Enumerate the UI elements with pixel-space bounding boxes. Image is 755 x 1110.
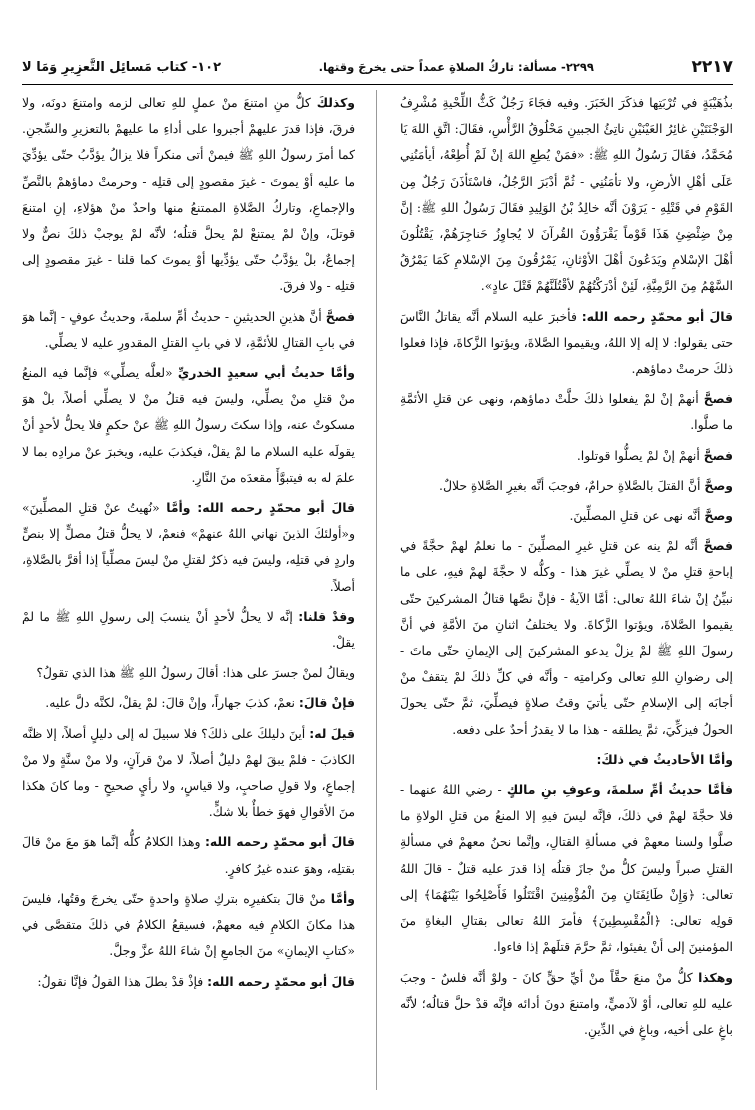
paragraph: فصحَّ أنهمْ إنْ لمْ يصلُّوا قوتلوا.: [576, 447, 733, 463]
paragraph: وأمَّا منْ قالَ بتكفيرِه بتركِ صلاةٍ واحدةٍ حتّى يخرجَ وقتُها، فليسَ هذا مكانَ الكلامِ فيه معهمْ، فسيقعُ الكلامُ في ذلكَ متقصَّى في «كتابِ الإيمانِ» منَ الجامعِ إنْ شاءَ اللهُ عزَّ وجلَّ.: [22, 890, 355, 959]
header-issue-title: ٢٢٩٩- مسألة: تاركُ الصلاةِ عمداً حتى يخرجَ وقتها.: [318, 60, 594, 74]
paragraph: ويقالُ لمنْ جسرَ على هذا: أقالَ رسولُ اللهِ ﷺ هذا الذي تقولُ؟: [36, 665, 355, 681]
paragraph: وصحَّ أنَّ القتلَ بالصَّلاةِ حرامٌ، فوجبَ أنَّه بغيرِ الصَّلاةِ حلالٌ.: [439, 477, 733, 493]
paragraph: وهكذا كلُّ منْ منعَ حقَّاً منْ أيِّ حقٍّ كانَ - ولوْ أنَّه فلسٌ - وجبَ عليه للهِ تعالى، أوْ لآدميٍّ، وامتنعَ دونَ أدائه فإنَّه قدْ حلَّ قتالُه؛ لأنَّه باغٍ على أخيه، وباغٍ في الدِّينِ.: [400, 969, 733, 1037]
paragraph: فصحَّ أنَّه لمْ ينه عن قتلِ غيرِ المصلِّينَ - ما نعلمُ لهمْ حجَّةً في إباحةِ قتلِ منْ لا يصلِّي غيرَ هذا - وكلُّه لا حجَّةَ لهمْ فيهِ، على ما نبيِّنُ إنْ شاءَ اللهُ تعالى: أمَّا الآيةُ - فإنَّ نصَّها قتالُ المشركينَ حتّى يقيموا الصَّلاةَ، ويؤتوا الزَّكاةَ. ولا يختلفُ اثنانِ منَ الأمَّةِ في أنَّ رسولَ اللهِ ﷺ لمْ يزلْ يدعو المشركينَ إلى الإيمانِ حتّى ماتَ - إلى رضوانِ اللهِ تعالى وكرامتِه - وأنَّه في كلِّ ذلكَ لمْ يتقفْ منْ أجابَه إلى الإسلامِ حتّى يأتيَ وقتُ صلاةٍ فيصلِّيَ، ثمَّ حتّى يحولَ الحولُ فيزكِّيَ، ثمَّ يطلقه - هذا ما لا يقدرُ أحدٌ على دفعه.: [400, 538, 733, 737]
paragraph: فإنْ قالَ: نعمْ، كذبَ جهاراً، وإنْ قالَ: لمْ يقلْ، لكنَّه دلَّ عليه.: [45, 695, 355, 711]
paragraph: قالَ أبو محمّدٍ رحمه الله: وأمَّا «نُهيتُ عنْ قتلِ المصلِّينَ» و«أولئكَ الذينَ نهاني اللهُ عنهمْ» فنعمْ، لا يحلُّ قتلُ مصلٍّ إلا بنصٍّ واردٍ في قتلِه، وليسَ فيه ذكرٌ لقتلِ منْ ليسَ مصلِّياً إذا أقرَّ بالصَّلاةِ، أصلاً.: [22, 500, 355, 594]
header-book-title: ١٠٢- كتاب مَسائِل التَّعزِيرِ وَمَا لا: [22, 59, 222, 75]
left-column: [22, 90, 355, 1090]
right-column: [400, 90, 733, 1090]
page-header: [22, 52, 733, 82]
column-divider: [376, 90, 377, 1090]
paragraph: وصحَّ أنَّه نهى عن قتلِ المصلِّينَ.: [569, 508, 733, 524]
paragraph: قالَ أبو محمّدٍ رحمه الله: وهذا الكلامُ كلُّه إنَّما هوَ معَ منْ قالَ بقتلِه، وهوَ عنده غيرُ كافرٍ.: [22, 834, 355, 876]
section-heading: وأمَّا الأحاديثُ في ذلكَ:: [596, 751, 733, 767]
paragraph: قالَ أبو محمّدٍ رحمه الله: فإذْ قدْ بطلَ هذا القولُ فإنَّا نقولُ:: [37, 973, 355, 989]
paragraph: قالَ أبو محمّدٍ رحمه الله: فأخبرَ عليه السلام أنَّه يقاتلُ النَّاسَ حتى يقولوا: لا إله إلا اللهُ، ويقيموا الصَّلاةَ، ويؤتوا الزَّكاةَ، فإذا فعلوا ذلكَ حرمتْ دماؤهم.: [400, 308, 733, 377]
paragraph: فصحَّ أنهمْ إنْ لمْ يفعلوا ذلكَ حلَّتْ دماؤهم، ونهى عن قتلِ الأئمَّةِ ما صلَّوا.: [400, 391, 733, 433]
paragraph: فصحَّ أنَّ هذينِ الحديثينِ - حديثُ أمِّ سلمةَ، وحديثُ عوفٍ - إنَّما هوَ في بابِ القتالِ للأئمَّةِ، لا في بابِ القتلِ المقدورِ عليه لا يصلِّي.: [22, 308, 355, 350]
page-number: ٢٢١٧: [691, 57, 733, 77]
paragraph: وقدْ قلنا: إنَّه لا يحلُّ لأحدٍ أنْ ينسبَ إلى رسولِ اللهِ ﷺ ما لمْ يقلْ.: [22, 608, 355, 651]
paragraph: بذُهَيْبَةٍ في تُرْبَتِها فذكَرَ الخَبَرَ. وفيه فجَاءَ رَجُلٌ كَثُّ اللِّحْيةِ مُشْرِفُ الوَجْنَتَيْنِ غائِرُ العَيْنَيْنِ ناتِئُ الجبينِ مَحْلُوقُ الرَّأْسِ، فقَالَ: اتَّقِ اللهَ يَا مُحَمَّدُ، فقَالَ رَسُولُ اللهِ ﷺ: «فمَنْ يُطِعِ اللهَ إنْ لَمْ أُطِعْهُ، أيأمَنُنِي عَلَى أهْلِ الأرضِ، ولا تأمَنُنِي - ثُمَّ أدْبَرَ الرَّجُلُ، فاسْتَأذَنَ رَجُلٌ مِن القَوْمِ في قَتْلِهِ - يَرَوْنَ أنَّه خالِدُ بْنُ الوَلِيدِ فقَالَ رَسُولُ اللهِ ﷺ: إنَّ مِنْ ضِئْضِئِ هَذَا قَوْماً يَقْرَؤُونَ القُرآنَ لا يُجاوِزُ حَناجِرَهُمْ، يَقْتُلُونَ أهْلَ الإسْلامِ ويَدَعُونَ أهْلَ الأوْثانِ، يَمْرُقُونَ مِنَ الإسْلامِ كَمَا يَمْرُقُ السَّهْمُ مِنَ الرَّمِيَّةِ، لَئِنْ أدْرَكْتُهُمْ لأقْتُلَنَّهُمْ قَتْلَ عادٍ».: [400, 95, 733, 294]
header-rule: [22, 84, 733, 85]
paragraph: وأمَّا حديثُ أبي سعيدٍ الخدريِّ «لعلَّه يصلِّي» فإنَّما فيه المنعُ منْ قتلِ منْ يصلِّي، وليسَ فيه قتلُ منْ لا يصلِّي أصلاً، بلْ هوَ مسكوتٌ عنه، وإذا سكتَ رسولُ اللهِ ﷺ عنْ حكمٍ فلا يحلُّ لأحدٍ أنْ يقولَه عليه السلام ما لمْ يقلْ، فيكذبَ عليه، ويخبرَ عنْ مرادِه بما لا علمَ له به فيتبوَّأَ مقعدَه منَ النَّارِ.: [22, 365, 355, 485]
paragraph: قيلَ له: أينَ دليلكَ على ذلكَ؟ فلا سبيلَ له إلى دليلٍ أصلاً، إلا ظنَّه الكاذبَ - فلمْ يبقَ لهمْ دليلٌ أصلاً، لا منْ قرآنٍ، ولا منْ سنَّةٍ ولا منْ إجماعٍ، ولا قولِ صاحبٍ، ولا قياسٍ، ولا رأيٍ صحيحٍ - وما كانَ هكذا منَ الأقوالِ فهوَ خطأٌ بلا شكٍّ.: [22, 725, 355, 820]
paragraph: وكذلكَ كلُّ منِ امتنعَ منْ عملٍ للهِ تعالى لزمه وامتنعَ دونَه، ولا فرقَ، فإذا قدرَ عليهمْ أجبروا على أداءِ ما عليهمْ بالتعزيرِ والسِّجنِ. كما أمرَ رسولُ اللهِ ﷺ فيمنْ أتى منكراً فلا يزالُ يؤدَّبُ حتّى يؤدِّيَ ما عليه أوْ يموتَ - غيرَ مقصودٍ إلى قتلِه - وحرمتْ دماؤهمْ بالنَّصِّ والإجماعِ، وتاركُ الصَّلاةِ الممتنعُ منها واحدٌ منْ هؤلاءِ، إنِ امتنعَ قوتلَ، وإنْ لمْ يمتنعْ لمْ يحلَّ قتلُه؛ لأنَّه لمْ يوجبْ ذلكَ نصٌّ ولا إجماعٌ، بلْ يؤدَّبُ حتّى يؤدِّيها أوْ يموتَ كما قلنا - غيرَ مقصودٍ إلى قتلِه - ولا فرقَ.: [22, 95, 355, 294]
paragraph: فأمَّا حديثُ أمِّ سلمةَ، وعوفِ بنِ مالكٍ - رضي اللهُ عنهما - فلا حجَّةَ لهمْ في ذلكَ، فإنَّه ليسَ فيهِ إلا المنعُ من قتلِ الولاةِ ما صلَّوا ولسنا معهمْ في مسألةِ القتالِ، وإنَّما نحنُ معهمْ في مسألةِ القتلِ صبراً وليسَ كلُّ منْ جازَ قتلُه إذا قدرَ عليه قتلٌ - قالَ اللهُ تعالى: ﴿وَإِنْ طَائِفَتَانِ مِنَ الْمُؤْمِنِينَ اقْتَتَلُوا فَأَصْلِحُوا بَيْنَهُمَا﴾ إلى قولِه تعالى: ﴿الْمُقْسِطِينَ﴾ فأمرَ اللهُ تعالى بقتالِ البغاةِ منَ المؤمنينَ إلى أنْ يفيئوا، ثمَّ حرَّمَ قتلَهمْ إذا فاءوا.: [400, 782, 733, 955]
